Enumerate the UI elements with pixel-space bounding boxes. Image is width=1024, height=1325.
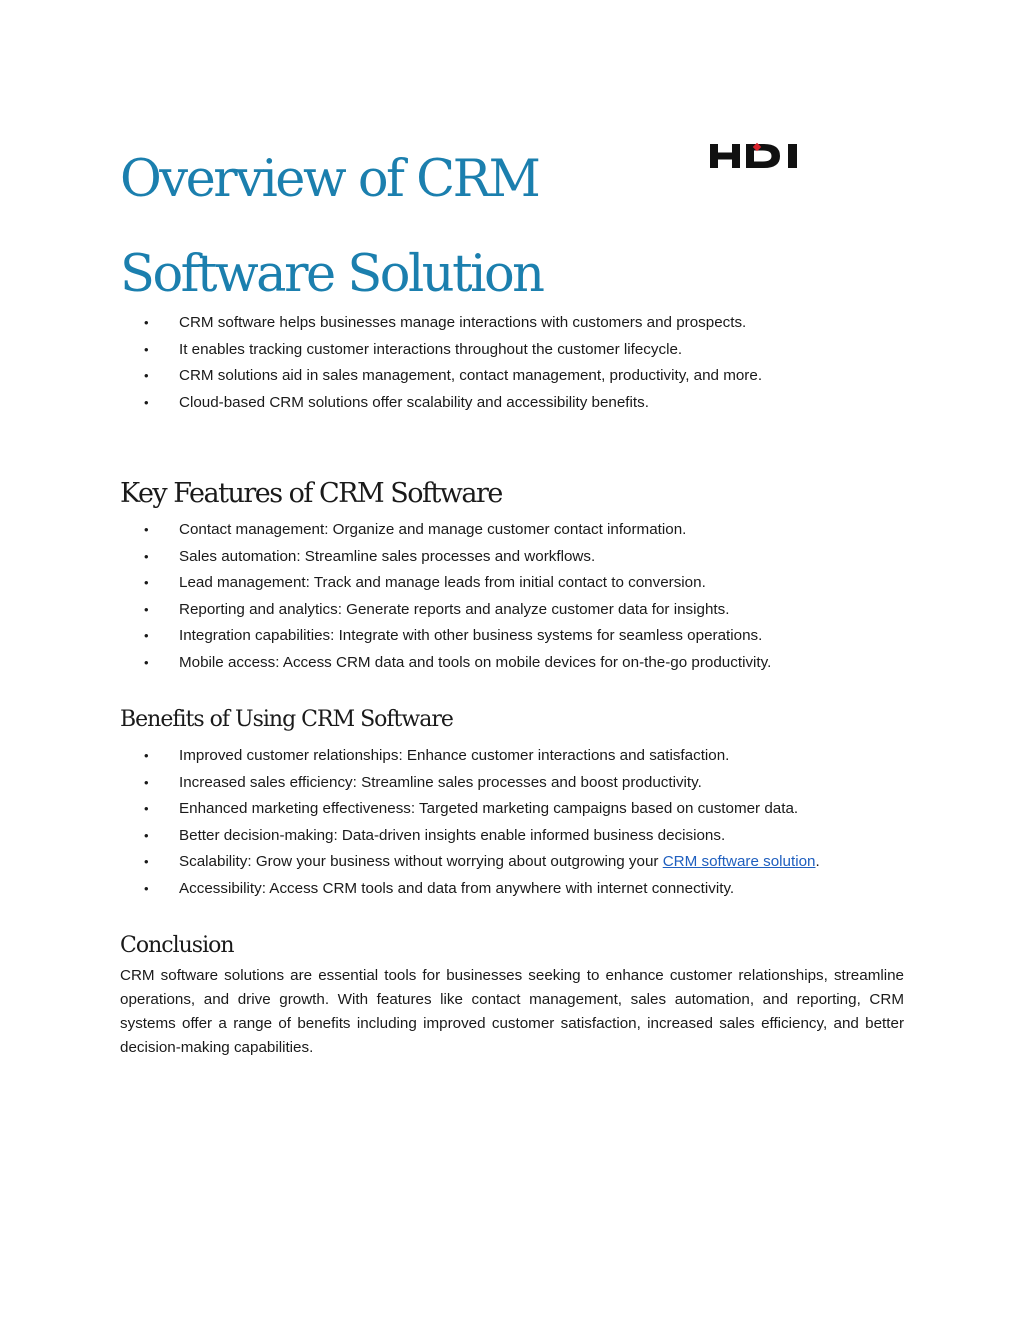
list-item bbox=[144, 623, 934, 650]
list-item bbox=[144, 823, 934, 850]
bullet-icon: • bbox=[144, 368, 149, 383]
list-item bbox=[144, 849, 934, 876]
list-item bbox=[144, 876, 934, 903]
bullet-text: Enhanced marketing effectiveness: Targeted marketing campaigns based on customer data. bbox=[179, 800, 799, 817]
overview-bullet-list bbox=[144, 310, 934, 416]
list-item bbox=[144, 650, 934, 677]
bullet-icon: • bbox=[144, 575, 149, 590]
bullet-text: Better decision-making: Data-driven insights enable informed business decisions. bbox=[179, 826, 726, 844]
list-item bbox=[144, 363, 934, 390]
scalability-prefix: Scalability: Grow your business without worrying about outgrowing your bbox=[179, 853, 663, 870]
bullet-text: CRM solutions aid in sales management, contact management, productivity, and more. bbox=[179, 367, 763, 384]
bullet-icon: • bbox=[144, 827, 149, 843]
list-item bbox=[144, 570, 934, 597]
bullet-icon: • bbox=[144, 748, 149, 763]
bullet-text: Accessibility: Access CRM tools and data from anywhere with internet connectivity. bbox=[179, 879, 735, 897]
bullet-text: Improved customer relationships: Enhance customer interactions and satisfaction. bbox=[179, 747, 730, 764]
bullet-text: Contact management: Organize and manage customer contact information. bbox=[179, 521, 687, 538]
title-line-1: Overview of CRM bbox=[120, 150, 539, 209]
bullet-text: Lead management: Track and manage leads from initial contact to conversion. bbox=[179, 574, 706, 591]
bullet-icon: • bbox=[144, 880, 149, 896]
bullet-icon: • bbox=[144, 801, 149, 816]
bullet-text: Reporting and analytics: Generate reports and analyze customer data for insights. bbox=[179, 600, 730, 618]
list-item bbox=[144, 310, 934, 337]
bullet-text: It enables tracking customer interactions throughout the customer lifecycle. bbox=[179, 340, 683, 358]
page-title bbox=[120, 132, 680, 322]
bullet-text: Integration capabilities: Integrate with other business systems for seamless operations. bbox=[179, 627, 763, 644]
bullet-text: CRM software helps businesses manage interactions with customers and prospects. bbox=[179, 314, 747, 331]
title-line-2: Software Solution bbox=[120, 245, 543, 304]
list-item bbox=[144, 597, 934, 624]
bullet-icon: • bbox=[144, 601, 149, 617]
bullet-icon: • bbox=[144, 774, 149, 790]
bullet-icon: • bbox=[144, 341, 149, 357]
key-features-bullet-list bbox=[144, 517, 934, 676]
key-features-heading: Key Features of CRM Software bbox=[120, 478, 502, 509]
bullet-text: Cloud-based CRM solutions offer scalability and accessibility benefits. bbox=[179, 393, 649, 411]
bullet-text: Increased sales efficiency: Streamline sales processes and boost productivity. bbox=[179, 773, 702, 791]
bullet-icon: • bbox=[144, 854, 149, 869]
bullet-icon: • bbox=[144, 628, 149, 643]
conclusion-paragraph: CRM software solutions are essential tools for businesses seeking to enhance customer relationships, streamline operations, and drive growth. With features like contact management, sales automation, and reporting, CRM systems offer a range of benefits including improved customer satisfaction, increased sales efficiency, and better decision-making capabilities. bbox=[120, 967, 904, 1056]
list-item bbox=[144, 517, 934, 544]
list-item bbox=[144, 770, 934, 797]
bullet-icon: • bbox=[144, 394, 149, 410]
bullet-text: Sales automation: Streamline sales processes and workflows. bbox=[179, 547, 596, 565]
list-item bbox=[144, 544, 934, 571]
list-item bbox=[144, 796, 934, 823]
hdi-logo bbox=[710, 141, 816, 171]
list-item bbox=[144, 743, 934, 770]
bullet-icon: • bbox=[144, 315, 149, 330]
bullet-text: Mobile access: Access CRM data and tools on mobile devices for on-the-go productivity. bbox=[179, 653, 772, 671]
list-item bbox=[144, 337, 934, 364]
scalability-suffix: . bbox=[815, 853, 820, 870]
conclusion-heading: Conclusion bbox=[120, 933, 234, 958]
benefits-heading: Benefits of Using CRM Software bbox=[120, 707, 453, 732]
bullet-icon: • bbox=[144, 548, 149, 564]
list-item bbox=[144, 390, 934, 417]
crm-software-solution-link[interactable]: CRM software solution bbox=[662, 853, 816, 870]
bullet-icon: • bbox=[144, 522, 149, 537]
benefits-bullet-list bbox=[144, 743, 934, 902]
bullet-icon: • bbox=[144, 654, 149, 670]
